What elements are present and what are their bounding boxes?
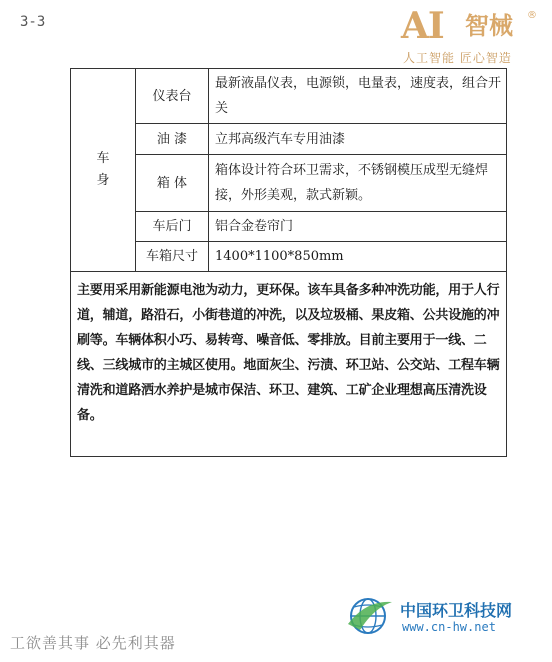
row-label: 油 漆 [136, 124, 209, 155]
row-label: 车箱尺寸 [136, 242, 209, 272]
brand-ai-text: AI [401, 5, 444, 47]
brand-logo [399, 4, 544, 68]
spec-table [70, 68, 507, 457]
row-label: 仪表台 [136, 69, 209, 124]
brand-name: 智械 [465, 12, 513, 40]
footer-slogan: 工欲善其事 必先利其器 [10, 634, 176, 652]
globe-icon [346, 594, 394, 636]
row-value: 立邦高级汽车专用油漆 [209, 124, 507, 155]
site-name: 中国环卫科技网 [400, 601, 513, 620]
table-row [71, 69, 507, 124]
brand-slogan: 人工智能 匠心智造 [403, 51, 512, 65]
site-logo [346, 592, 546, 642]
row-value: 最新液晶仪表，电源锁，电量表，速度表，组合开关 [209, 69, 507, 124]
description-text: 主要用采用新能源电池为动力，更环保。该车具备多种冲洗功能，用于人行道，辅道，路沿石，小街巷道的冲洗，以及垃圾桶、果皮箱、公共设施的冲刷等。车辆体积小巧、易转弯、噪音低、零排放。目前主要用于一线、二线、三线城市的主城区使用。地面灰尘、污渍、环卫站、公交站、工程车辆清洗和道路洒水养护是城市保洁、环卫、建筑、工矿企业理想高压清洗设备。 [71, 272, 507, 457]
registered-mark: ® [527, 10, 537, 21]
table-row [71, 212, 507, 242]
group-label: 车身 [96, 150, 110, 188]
group-cell [71, 69, 136, 272]
row-label: 车后门 [136, 212, 209, 242]
table-row [71, 155, 507, 212]
site-url: www.cn-hw.net [402, 620, 496, 634]
description-row [71, 272, 507, 457]
table-row [71, 124, 507, 155]
table-row [71, 242, 507, 272]
row-label: 箱 体 [136, 155, 209, 212]
row-value: 1400*1100*850mm [209, 242, 507, 272]
row-value: 箱体设计符合环卫需求，不锈钢模压成型无缝焊接，外形美观，款式新颖。 [209, 155, 507, 212]
row-value: 铝合金卷帘门 [209, 212, 507, 242]
page-number: 3-3 [20, 14, 46, 30]
